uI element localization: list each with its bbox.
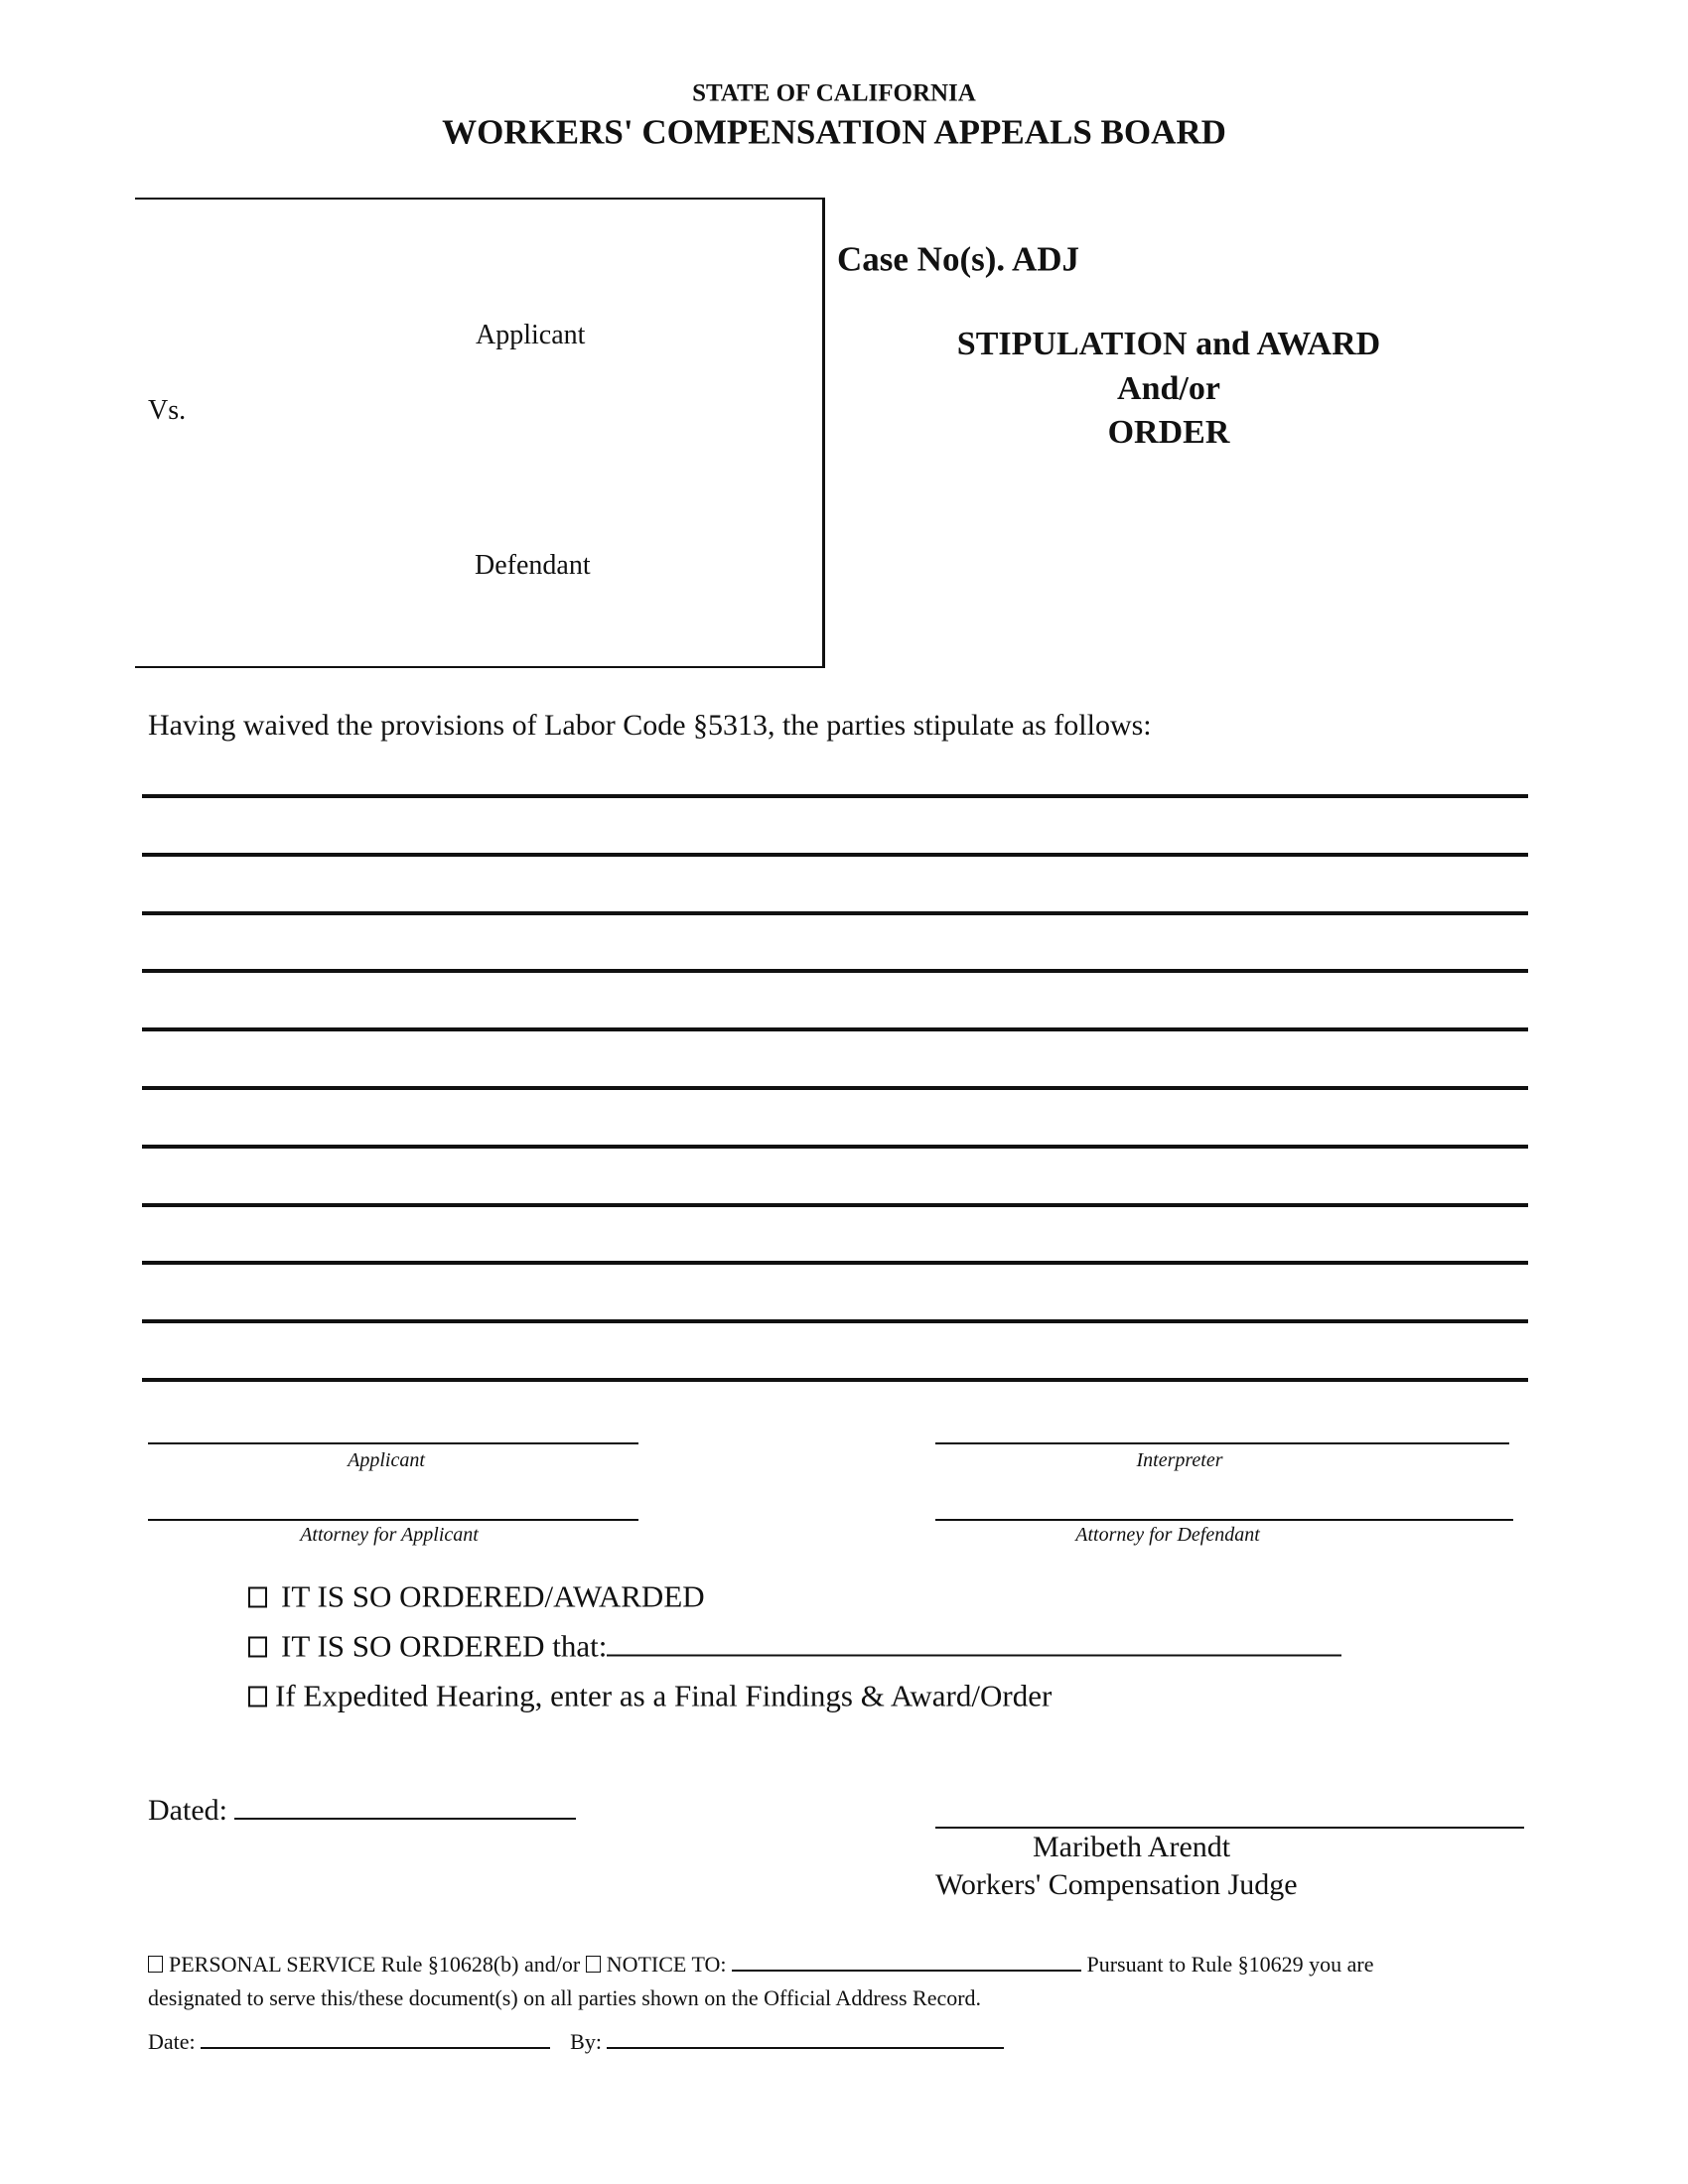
stipulation-line[interactable] bbox=[142, 1261, 1528, 1265]
service-line-2: designated to serve this/these document(s) on all parties shown on the Official Address Record. bbox=[148, 1985, 982, 2010]
board-heading: WORKERS' COMPENSATION APPEALS BOARD bbox=[442, 112, 1226, 152]
checkbox[interactable] bbox=[248, 1687, 267, 1707]
order-option-awarded[interactable] bbox=[248, 1578, 705, 1614]
stipulation-line[interactable] bbox=[142, 794, 1528, 798]
stipulation-intro: Having waived the provisions of Labor Code §5313, the parties stipulate as follows: bbox=[148, 709, 1152, 742]
checkbox[interactable] bbox=[248, 1637, 267, 1658]
applicant-signature-label: Applicant bbox=[348, 1449, 425, 1471]
service-line bbox=[148, 1954, 1374, 1976]
document-title-andor: And/or bbox=[1117, 370, 1220, 407]
defendant-label: Defendant bbox=[475, 550, 591, 581]
case-number: Case No(s). ADJ bbox=[837, 239, 1080, 279]
stipulation-line[interactable] bbox=[142, 853, 1528, 857]
state-heading: STATE OF CALIFORNIA bbox=[692, 79, 976, 107]
stipulation-line[interactable] bbox=[142, 1319, 1528, 1323]
document-title-order: ORDER bbox=[1107, 414, 1230, 451]
attorney-applicant-label: Attorney for Applicant bbox=[300, 1524, 479, 1546]
attorney-defendant-signature-line[interactable] bbox=[935, 1519, 1513, 1521]
service-by-label: By: bbox=[570, 2029, 602, 2054]
notice-checkbox[interactable] bbox=[586, 1956, 601, 1973]
order-option-label: If Expedited Hearing, enter as a Final Findings & Award/Order bbox=[275, 1678, 1053, 1713]
judge-name: Maribeth Arendt bbox=[1033, 1831, 1231, 1863]
pursuant-text: Pursuant to Rule §10629 you are bbox=[1086, 1952, 1374, 1977]
service-by-field[interactable] bbox=[607, 2031, 1004, 2049]
stipulation-line[interactable] bbox=[142, 1203, 1528, 1207]
dated-field[interactable] bbox=[234, 1796, 576, 1820]
attorney-applicant-signature-line[interactable] bbox=[148, 1519, 638, 1521]
dated-label: Dated: bbox=[148, 1794, 227, 1827]
personal-service-checkbox[interactable] bbox=[148, 1956, 163, 1973]
attorney-defendant-label: Attorney for Defendant bbox=[1075, 1524, 1260, 1546]
applicant-signature-line[interactable] bbox=[148, 1442, 638, 1444]
stipulation-line[interactable] bbox=[142, 969, 1528, 973]
service-date-label: Date: bbox=[148, 2029, 196, 2054]
notice-to-field[interactable] bbox=[732, 1954, 1081, 1972]
stipulation-line[interactable] bbox=[142, 1086, 1528, 1090]
service-date-field[interactable] bbox=[201, 2031, 550, 2049]
order-option-label: IT IS SO ORDERED/AWARDED bbox=[281, 1578, 705, 1614]
ordered-that-field[interactable] bbox=[607, 1633, 1341, 1657]
stipulation-line[interactable] bbox=[142, 911, 1528, 915]
order-option-ordered-that[interactable] bbox=[248, 1628, 1341, 1664]
document-title: STIPULATION and AWARD bbox=[956, 326, 1381, 362]
order-option-label: IT IS SO ORDERED that: bbox=[281, 1628, 608, 1664]
notice-label: NOTICE TO: bbox=[606, 1952, 727, 1977]
stipulation-line[interactable] bbox=[142, 1378, 1528, 1382]
checkbox[interactable] bbox=[248, 1587, 267, 1608]
caption-box bbox=[135, 198, 825, 668]
vs-label: Vs. bbox=[148, 395, 187, 426]
judge-title: Workers' Compensation Judge bbox=[935, 1868, 1298, 1901]
stipulation-line[interactable] bbox=[142, 1027, 1528, 1031]
personal-service-label: PERSONAL SERVICE Rule §10628(b) and/or bbox=[169, 1952, 581, 1977]
judge-signature-line[interactable] bbox=[935, 1827, 1524, 1829]
interpreter-signature-line[interactable] bbox=[935, 1442, 1509, 1444]
dated-row bbox=[148, 1796, 576, 1826]
order-option-expedited[interactable] bbox=[248, 1678, 1053, 1713]
stipulation-line[interactable] bbox=[142, 1145, 1528, 1149]
applicant-label: Applicant bbox=[476, 320, 586, 350]
interpreter-signature-label: Interpreter bbox=[1136, 1449, 1223, 1471]
service-date-row bbox=[148, 2031, 1004, 2053]
